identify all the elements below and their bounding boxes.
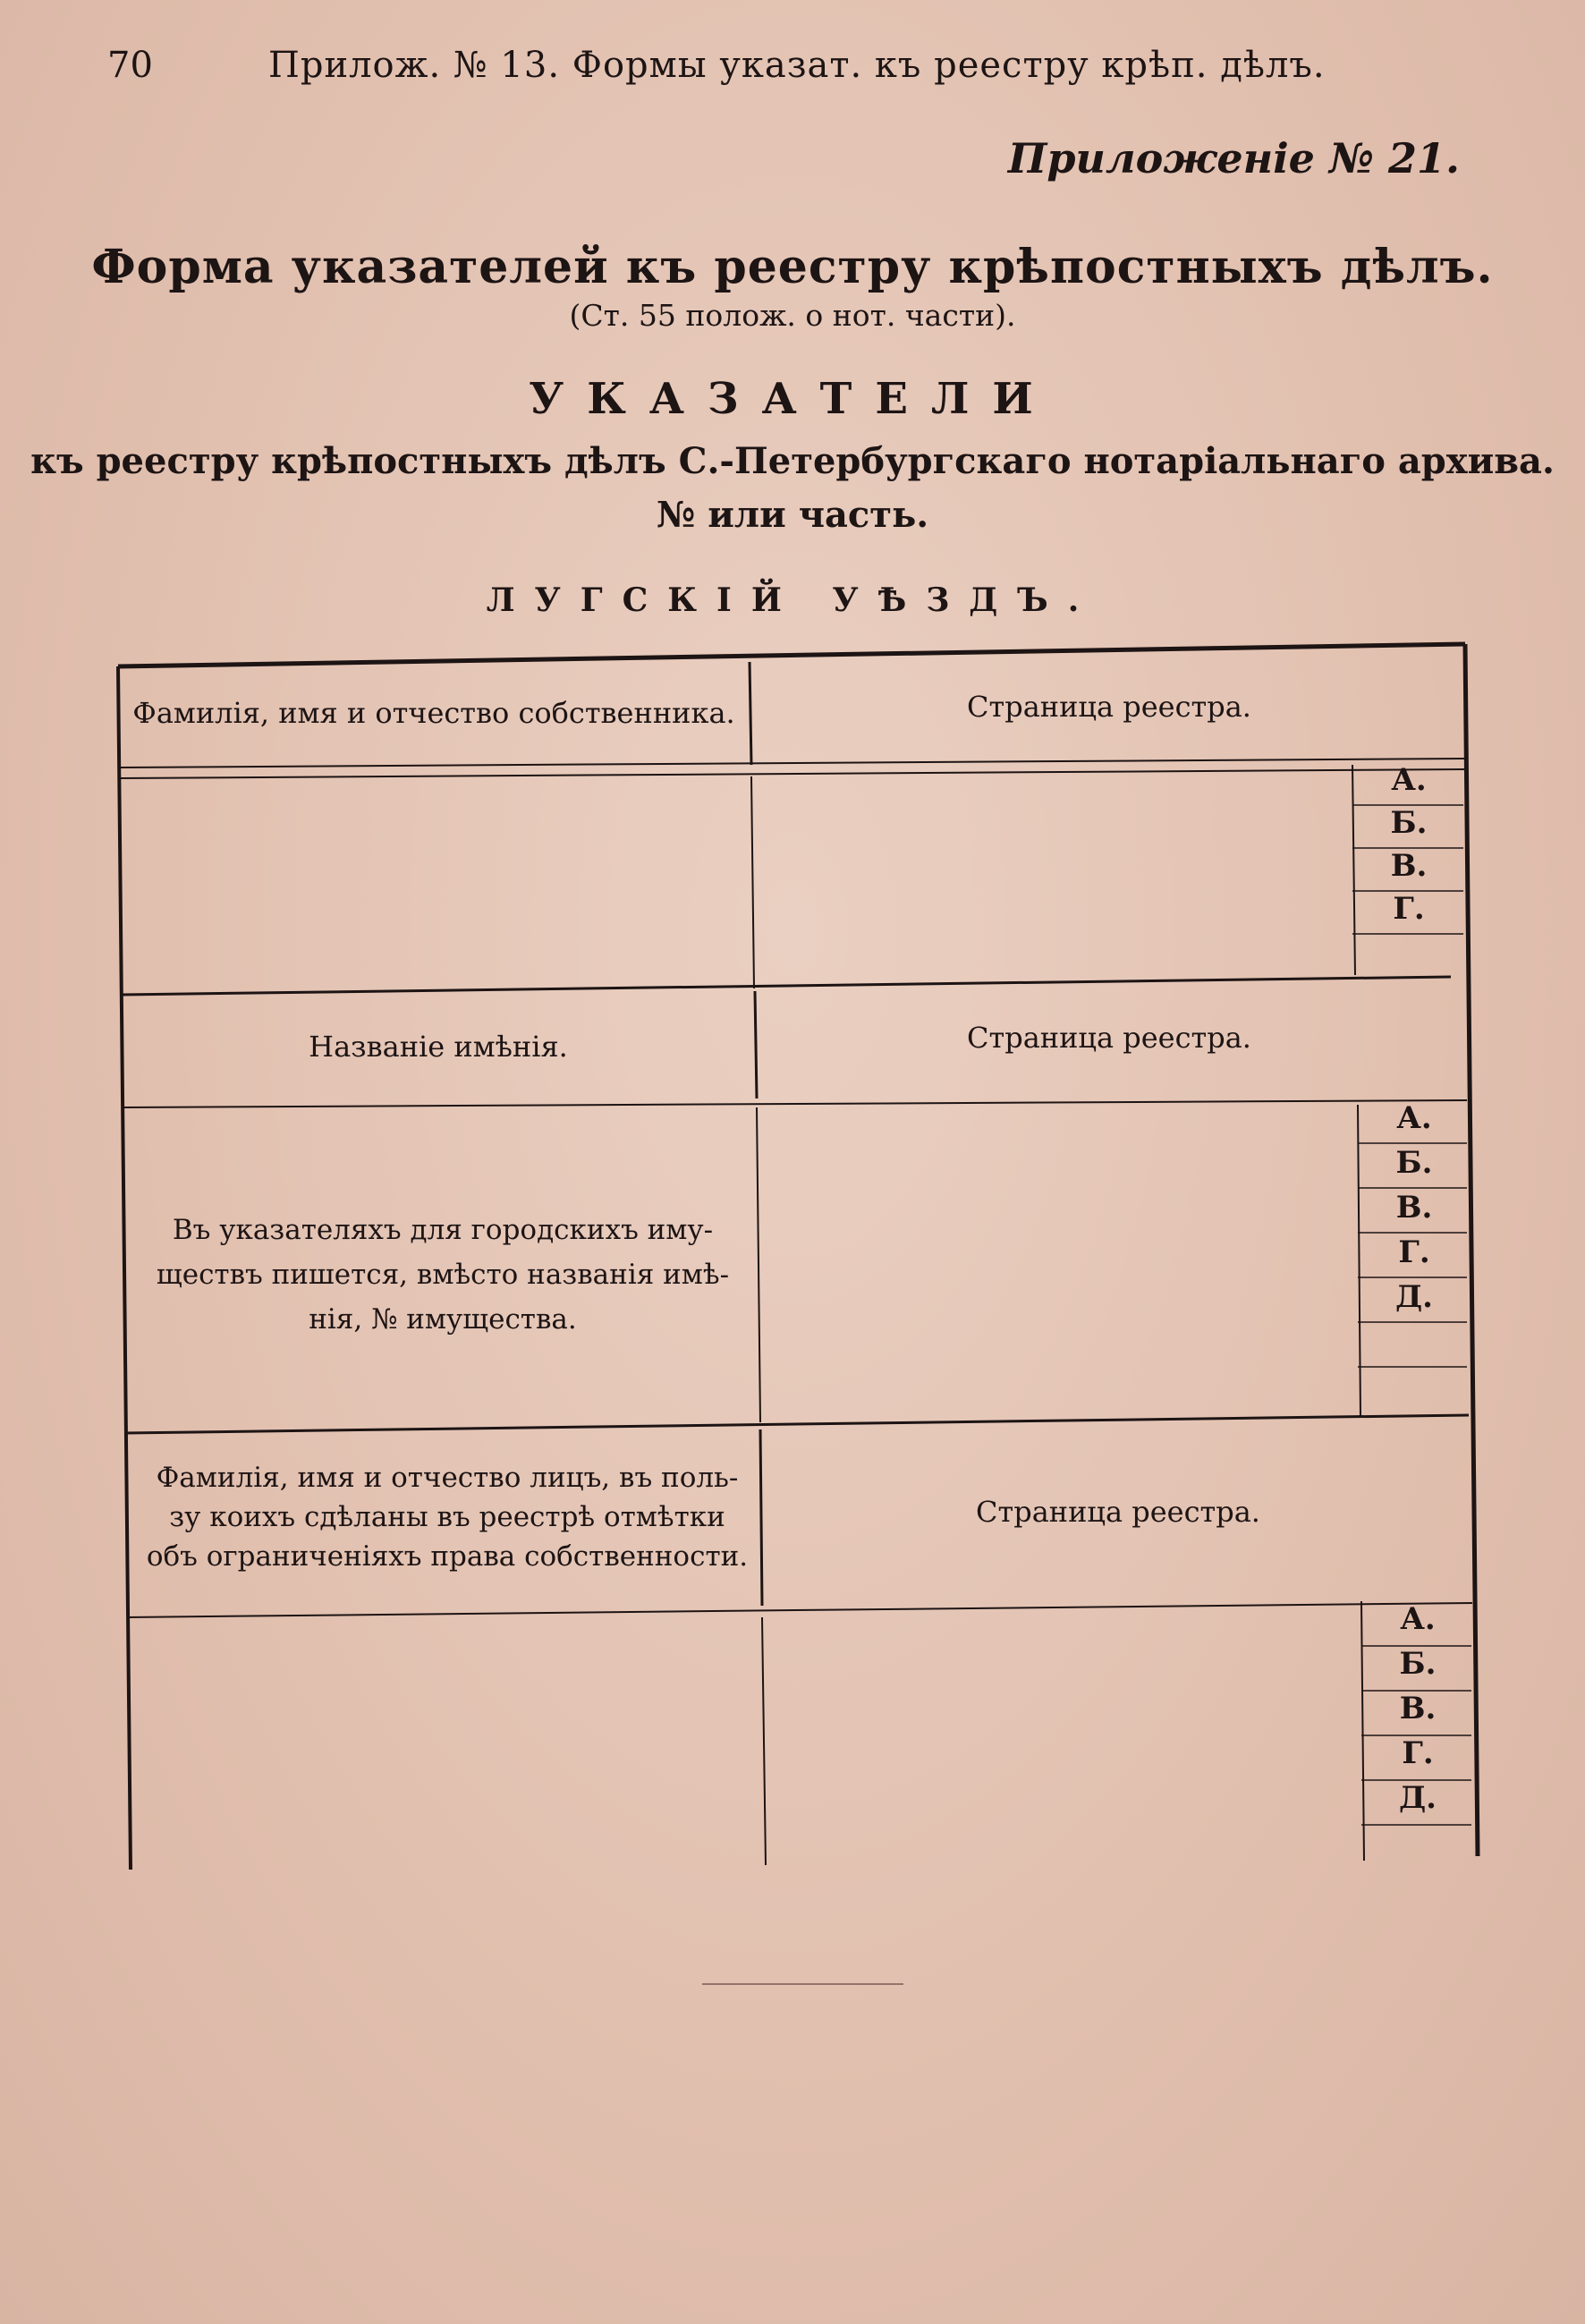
document-title: Форма указателей къ реестру крѣпостныхъ дѣлъ. (91, 240, 1494, 294)
letter-3-2: В. (1399, 1691, 1437, 1726)
estate-note-line-1: Въ указателяхъ для городскихъ иму- (172, 1214, 714, 1246)
appendix-label: Приложенiе № 21. (1007, 134, 1460, 182)
restriction-holders-header-line-1: Фамилiя, имя и отчество лицъ, въ поль- (156, 1462, 739, 1494)
estate-note (134, 1208, 751, 1342)
restriction-holders-header (134, 1458, 760, 1576)
letter-2-3: Г. (1398, 1234, 1430, 1270)
running-title: Прилож. № 13. Формы указат. къ реестру крѣп. дѣлъ. (268, 45, 1326, 86)
page-number: 70 (107, 45, 153, 86)
letter-1-3: Г. (1393, 891, 1425, 927)
letter-2-4: Д. (1394, 1279, 1434, 1315)
letter-2-2: В. (1395, 1190, 1433, 1226)
district-label: ЛУГСКIЙ УѢЗДЪ. (486, 581, 1099, 619)
letter-3-4: Д. (1398, 1780, 1437, 1816)
restriction-holders-header-line-2: зу коихъ сдѣланы въ реестрѣ отмѣтки (169, 1501, 725, 1533)
subheading-line-1: къ реестру крѣпостныхъ дѣлъ С.-Петербургскаго нотарiальнаго архива. (30, 440, 1555, 482)
estate-name-header: Названiе имѣнiя. (309, 1030, 568, 1064)
register-page-header-2: Страница реестра. (967, 1021, 1251, 1055)
register-page-header-1: Страница реестра. (967, 690, 1251, 724)
subheading-line-2: № или часть. (656, 494, 929, 536)
letter-3-1: Б. (1399, 1646, 1437, 1682)
letter-3-0: А. (1400, 1601, 1436, 1637)
register-page-header-3: Страница реестра. (976, 1495, 1260, 1529)
document-subtitle: (Ст. 55 полож. о нот. части). (569, 298, 1016, 333)
estate-note-line-3: нiя, № имущества. (309, 1303, 577, 1336)
estate-note-line-2: ществъ пишется, вмѣсто названiя имѣ- (156, 1259, 730, 1291)
restriction-holders-header-line-3: объ ограниченiяхъ права собственности. (146, 1540, 749, 1573)
letter-3-3: Г. (1402, 1735, 1434, 1771)
letter-1-0: А. (1391, 762, 1427, 798)
letter-2-0: А. (1396, 1100, 1432, 1136)
letter-2-1: Б. (1395, 1145, 1433, 1181)
owner-name-header: Фамилiя, имя и отчество собственника. (132, 696, 735, 730)
section-heading: УКАЗАТЕЛИ (529, 374, 1056, 424)
letter-1-1: Б. (1390, 805, 1428, 841)
letter-1-2: В. (1390, 848, 1428, 884)
